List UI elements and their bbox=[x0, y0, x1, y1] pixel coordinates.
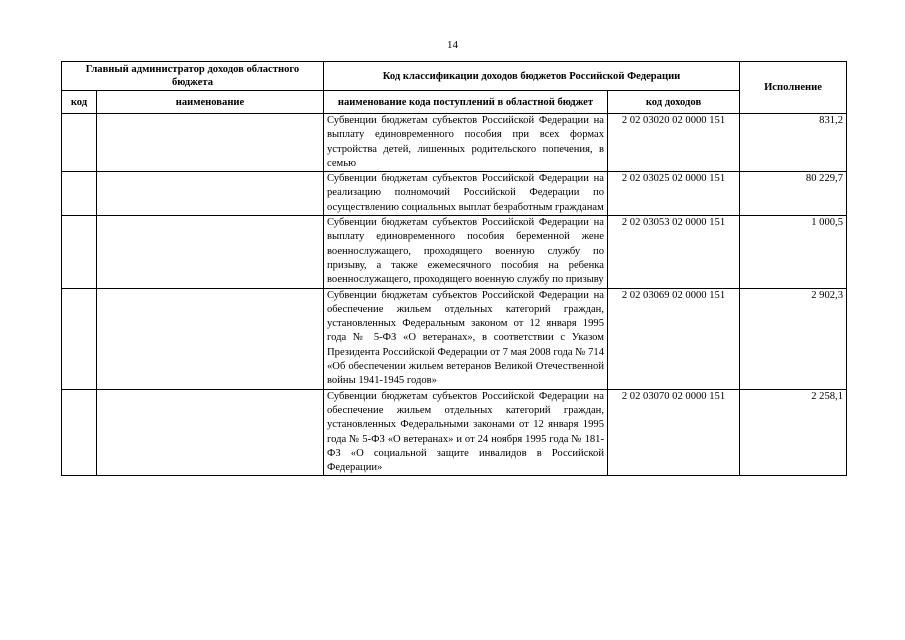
execution-amount-cell: 80 229,7 bbox=[740, 172, 847, 216]
income-name-cell: Субвенции бюджетам субъектов Российской Федерации на реализацию полномочий Российской Федерации по осуществлению социальных выплат безработным гражданам bbox=[324, 172, 608, 216]
income-code-cell: 2 02 03020 02 0000 151 bbox=[608, 114, 740, 172]
header-income-code: код доходов bbox=[608, 91, 740, 114]
table-row bbox=[62, 216, 847, 288]
income-code-cell: 2 02 03069 02 0000 151 bbox=[608, 288, 740, 389]
header-execution: Исполнение bbox=[740, 62, 847, 114]
income-code-cell: 2 02 03053 02 0000 151 bbox=[608, 216, 740, 288]
header-admin-name: наименование bbox=[97, 91, 324, 114]
execution-amount-cell: 2 258,1 bbox=[740, 389, 847, 476]
income-name-cell: Субвенции бюджетам субъектов Российской Федерации на обеспечение жильем отдельных категорий граждан, установленных Федеральным законом от 12 января 1995 года № 5-ФЗ «О ветеранах», в соответствии с Указом Президента Российской Федерации от 7 мая 2008 года № 714 «Об обеспечении жильем ветеранов Великой Отечественной войны 1941-1945 годов» bbox=[324, 288, 608, 389]
execution-amount-cell: 831,2 bbox=[740, 114, 847, 172]
table-row bbox=[62, 172, 847, 216]
admin-name-cell bbox=[97, 216, 324, 288]
income-name-cell: Субвенции бюджетам субъектов Российской Федерации на обеспечение жильем отдельных категорий граждан, установленных Федеральными законами от 12 января 1995 года № 5-ФЗ «О ветеранах» и от 24 ноября 1995 года № 181-ФЗ «О социальной защите инвалидов в Российской Федерации» bbox=[324, 389, 608, 476]
admin-code-cell bbox=[62, 114, 97, 172]
execution-amount-cell: 2 902,3 bbox=[740, 288, 847, 389]
admin-code-cell bbox=[62, 216, 97, 288]
admin-name-cell bbox=[97, 389, 324, 476]
header-admin-code: код bbox=[62, 91, 97, 114]
execution-amount-cell: 1 000,5 bbox=[740, 216, 847, 288]
header-income-code-name: наименование кода поступлений в областной бюджет bbox=[324, 91, 608, 114]
income-code-cell: 2 02 03070 02 0000 151 bbox=[608, 389, 740, 476]
header-admin-group: Главный администратор доходов областного бюджета bbox=[62, 62, 324, 91]
income-name-cell: Субвенции бюджетам субъектов Российской Федерации на выплату единовременного пособия беременной жене военнослужащего, проходящего военную службу по призыву, а также ежемесячного пособия на ребенка военнослужащего, проходящего военную службу по призыву bbox=[324, 216, 608, 288]
budget-revenue-table bbox=[61, 61, 847, 476]
admin-name-cell bbox=[97, 114, 324, 172]
table-row bbox=[62, 288, 847, 389]
income-code-cell: 2 02 03025 02 0000 151 bbox=[608, 172, 740, 216]
income-name-cell: Субвенции бюджетам субъектов Российской Федерации на выплату единовременного пособия при всех формах устройства детей, лишенных родительского попечения, в семью bbox=[324, 114, 608, 172]
table-row bbox=[62, 114, 847, 172]
header-row-sub bbox=[62, 91, 847, 114]
table-row bbox=[62, 389, 847, 476]
admin-code-cell bbox=[62, 288, 97, 389]
admin-code-cell bbox=[62, 389, 97, 476]
admin-code-cell bbox=[62, 172, 97, 216]
admin-name-cell bbox=[97, 288, 324, 389]
page-number: 14 bbox=[447, 39, 458, 51]
header-row-group bbox=[62, 62, 847, 91]
admin-name-cell bbox=[97, 172, 324, 216]
header-classification-group: Код классификации доходов бюджетов Российской Федерации bbox=[324, 62, 740, 91]
